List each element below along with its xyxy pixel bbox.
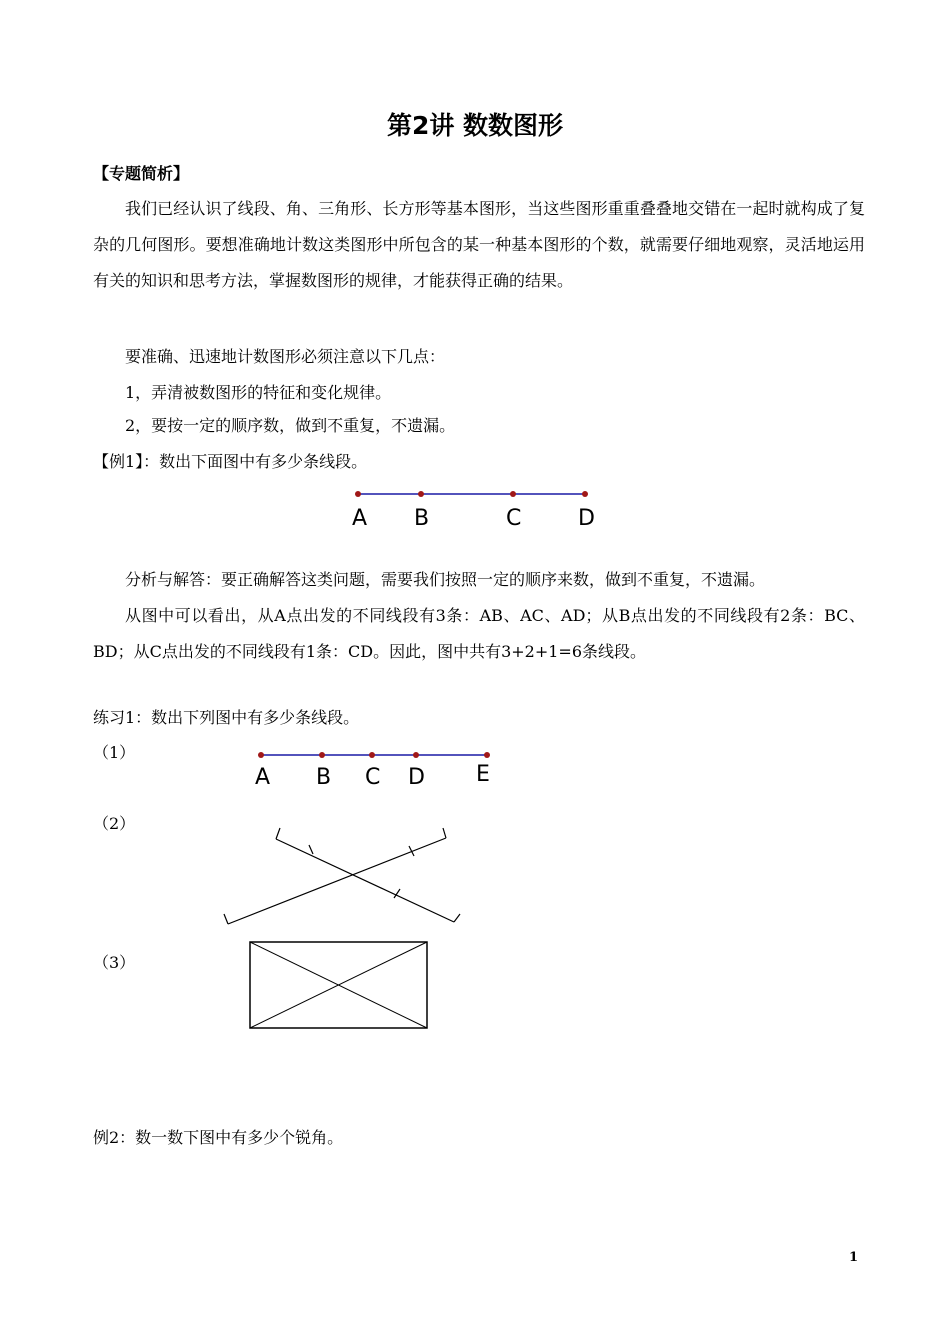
label-a: A — [352, 506, 368, 531]
page-number: 1 — [848, 1250, 858, 1265]
point-d — [413, 752, 419, 758]
practice-1-figure — [255, 752, 490, 790]
analysis-paragraph-2: 从图中可以看出，从A点出发的不同线段有3条：AB、AC、AD；从B点出发的不同线段有2条：BC、BD；从C点出发的不同线段有1条：CD。因此，图中共有3+2+1=6条线段。 — [93, 606, 865, 661]
label-c: C — [506, 506, 522, 531]
intro-rules-lead: 要准确、迅速地计数图形必须注意以下几点： — [125, 347, 446, 366]
practice-2-figure — [224, 828, 460, 924]
label-b: B — [316, 765, 332, 790]
crossing-line-1 — [228, 838, 446, 924]
crossing-line-2 — [276, 839, 454, 922]
label-c: C — [365, 765, 381, 790]
label-e: E — [476, 762, 490, 787]
label-d: D — [578, 506, 595, 531]
label-b: B — [414, 506, 430, 531]
point-b — [319, 752, 325, 758]
label-a: A — [255, 765, 271, 790]
practice-item-2-label: （2） — [93, 814, 136, 833]
practice-3-figure — [250, 942, 427, 1028]
page-title: 第2讲 数数图形 — [386, 111, 564, 140]
rule-1: 1，弄清被数图形的特征和变化规律。 — [125, 383, 392, 402]
rule-2: 2，要按一定的顺序数，做到不重复，不遗漏。 — [125, 416, 456, 435]
section-heading: 【专题简析】 — [93, 164, 190, 183]
practice-item-3-label: （3） — [93, 953, 136, 972]
practice-1-label: 练习1：数出下列图中有多少条线段。 — [93, 708, 360, 727]
label-d: D — [408, 765, 425, 790]
example-2-label: 例2：数一数下图中有多少个锐角。 — [93, 1128, 344, 1147]
example-1-label: 【例1】：数出下面图中有多少条线段。 — [93, 452, 368, 471]
point-c — [369, 752, 375, 758]
point-e — [484, 752, 490, 758]
analysis-paragraph-1: 分析与解答：要正确解答这类问题，需要我们按照一定的顺序来数，做到不重复，不遗漏。 — [125, 570, 766, 589]
point-a — [258, 752, 264, 758]
intro-paragraph: 我们已经认识了线段、角、三角形、长方形等基本图形，当这些图形重重叠叠地交错在一起时就构成了复杂的几何图形。要想准确地计数这类图形中所包含的某一种基本图形的个数，就需要仔细地观察，灵活地运用有关的知识和思考方法，掌握数图形的规律，才能获得正确的结果。 — [93, 199, 865, 290]
practice-item-1-label: （1） — [93, 743, 136, 762]
